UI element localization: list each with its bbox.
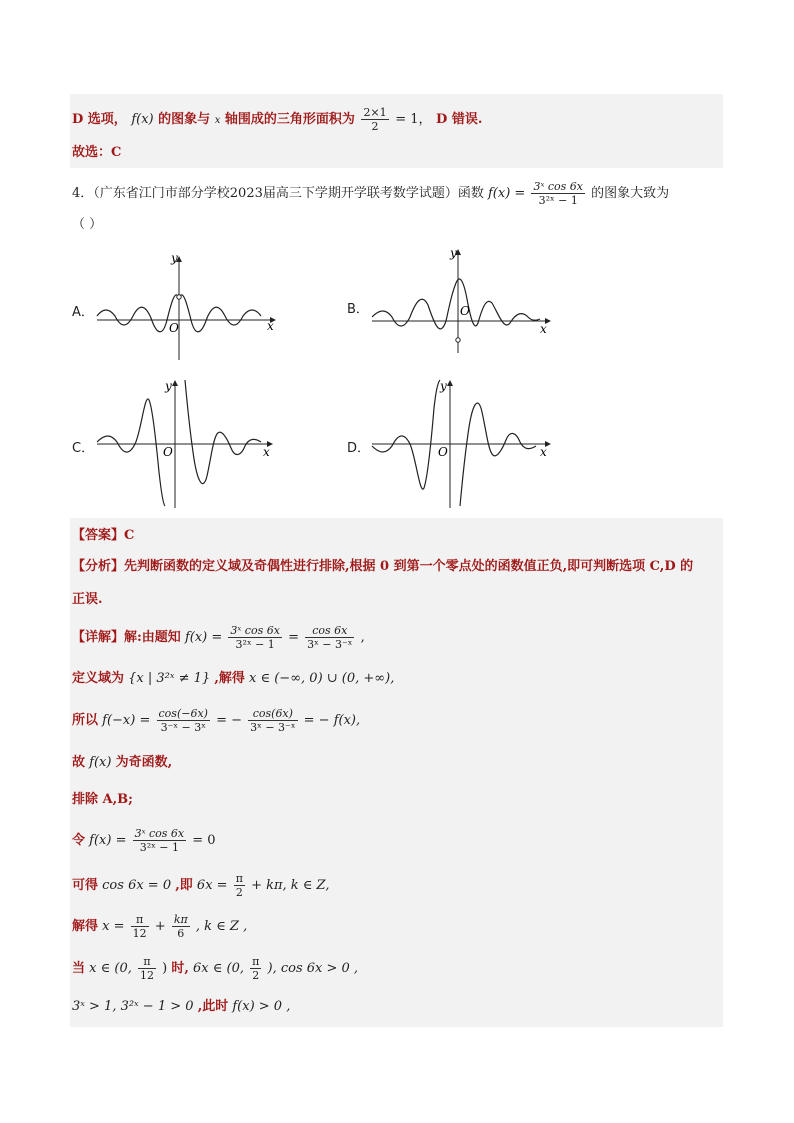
detail-fraction-1: $\frac{\text{3ˣ cos 6x}}{\text{3²ˣ − 1}}$ — [230, 624, 280, 651]
answer-line: 【答案】C — [72, 528, 135, 543]
y-label: y — [171, 251, 178, 265]
detail-fraction-2: $\frac{\cos 6x}{\text{3ˣ − 3⁻ˣ}}$ — [307, 624, 353, 651]
origin-label: O — [163, 445, 173, 459]
question-stem: 4．（广东省江门市部分学校2023届高三下学期开学联考数学试题）函数 f(x) = $\frac{\text{3ˣ cos 6x}}{\text{3²ˣ − 1}}$ 的图象大致为 — [72, 180, 670, 207]
x-label: x — [267, 319, 274, 333]
so-line: 所以 f(−x) = $\frac{\cos(-6x)}{\text{3⁻ˣ − 3ˣ}}$ = − $\frac{\cos(6x)}{\text{3ˣ − 3⁻ˣ}}$ = − f(x), — [72, 707, 361, 734]
detail-line: 【详解】解:由题知 f(x) = $\frac{\text{3ˣ cos 6x}}{\text{3²ˣ − 1}}$ = $\frac{\cos 6x}{\text{3ˣ − 3⁻ˣ}}$ , — [72, 624, 365, 651]
get-line: 可得 cos 6x = 0 ,即 6x = $\frac{\pi}{2}$ + kπ, k ∈ Z, — [72, 872, 330, 899]
y-label: y — [165, 379, 172, 393]
prev-d-option-line: D 选项， f(x) 的图象与 x 轴围成的三角形面积为 $\frac{2\times 1}{2}$ = 1， D 错误. — [72, 106, 483, 133]
hollow-point — [456, 338, 460, 342]
last-line: 3ˣ > 1, 3²ˣ − 1 > 0 ,此时 f(x) > 0 , — [72, 999, 291, 1014]
origin-label: O — [169, 321, 179, 335]
analysis-line-1: 【分析】先判断函数的定义域及奇偶性进行排除,根据 0 到第一个零点处的函数值正负,即可判断选项 C,D 的 — [72, 559, 694, 574]
question-paren: （ ） — [72, 217, 103, 232]
curve-c-left — [97, 399, 165, 506]
area-fraction: $\frac{2\times 1}{2}$ — [363, 106, 387, 133]
solve-fraction-2: $\frac{k\pi}{6}$ — [173, 913, 188, 940]
option-a-graph[interactable] — [95, 250, 280, 362]
so-fraction-2: $\frac{\cos(6x)}{\text{3ˣ − 3⁻ˣ}}$ — [250, 707, 296, 734]
let-line: 令 f(x) = $\frac{\text{3ˣ cos 6x}}{\text{3²ˣ − 1}}$ = 0 — [72, 827, 216, 854]
y-label: y — [450, 246, 457, 260]
curve-c-right — [185, 380, 261, 484]
option-b-label[interactable]: B． — [347, 302, 369, 317]
option-a-label[interactable]: A． — [72, 305, 94, 320]
option-c-label[interactable]: C． — [72, 441, 95, 456]
so-fraction-1: $\frac{\cos(-6x)}{\text{3⁻ˣ − 3ˣ}}$ — [158, 707, 208, 734]
solve-fraction-1: $\frac{\pi}{12}$ — [132, 913, 147, 940]
y-axis-arrow — [172, 380, 178, 386]
solve-line: 解得 x = $\frac{\pi}{12}$ + $\frac{k\pi}{6}$ , k ∈ Z , — [72, 913, 248, 940]
get-fraction: $\frac{\pi}{2}$ — [235, 872, 243, 899]
hollow-point — [177, 295, 181, 299]
when-line: 当 x ∈ (0, $\frac{\pi}{12}$ ) 时, 6x ∈ (0, $\frac{\pi}{2}$ ), cos 6x > 0 , — [72, 955, 359, 982]
option-b-graph[interactable] — [370, 243, 555, 355]
let-fraction: $\frac{\text{3ˣ cos 6x}}{\text{3²ˣ − 1}}$ — [134, 827, 185, 854]
y-axis-arrow — [447, 380, 453, 386]
solution-band — [70, 518, 723, 1027]
odd-line: 故 f(x) 为奇函数, — [72, 755, 173, 770]
option-c-graph[interactable] — [95, 372, 280, 510]
exclude-line: 排除 A,B; — [72, 792, 133, 807]
origin-label: O — [460, 304, 470, 318]
prev-answer-line: 故选：C — [72, 145, 122, 160]
when-fraction-1: $\frac{\pi}{12}$ — [140, 955, 154, 982]
y-label: y — [440, 379, 447, 393]
x-label: x — [540, 445, 547, 459]
option-d-graph[interactable] — [370, 372, 555, 510]
option-d-label[interactable]: D． — [347, 441, 371, 456]
curve-d-right — [460, 403, 536, 506]
domain-line: 定义域为 {x | 3²ˣ ≠ 1} ,解得 x ∈ (−∞, 0) ∪ (0, +∞), — [72, 671, 395, 686]
x-label: x — [263, 445, 270, 459]
x-label: x — [540, 322, 547, 336]
curve-d-left — [372, 380, 440, 489]
origin-label: O — [438, 445, 448, 459]
analysis-line-2: 正误. — [72, 592, 103, 607]
question-fraction: $\frac{\text{3ˣ cos 6x}}{\text{3²ˣ − 1}}$ — [533, 180, 583, 207]
when-fraction-2: $\frac{\pi}{2}$ — [252, 955, 260, 982]
